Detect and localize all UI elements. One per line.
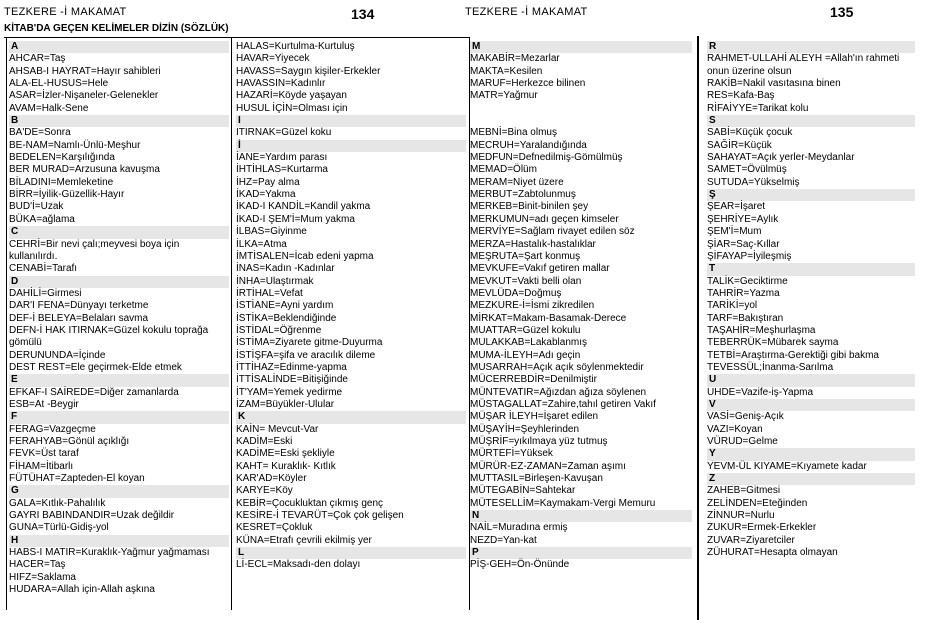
glossary-entry: İLBAS=Giyinme [236,226,307,238]
index-title: KİTAB'DA GEÇEN KELİMELER DİZİN (SÖZLÜK) [4,23,229,34]
glossary-entry: PİŞ-GEH=Ön-Önünde [470,559,570,571]
glossary-entry: DEST REST=Ele geçirmek-Elde etmek [9,361,182,373]
section-letter: N [470,510,692,522]
glossary-entry: MEVKUFE=Vakıf getiren mallar [470,263,610,275]
glossary-entry: HAZARİ=Köyde yaşayan [236,90,347,102]
glossary-entry: FİHAM=İtibarlı [9,460,74,472]
blank-line [470,115,692,127]
blank-line [470,103,692,115]
glossary-entry: GUNA=Türlü-Gidiş-yol [9,522,109,534]
glossary-entry: TAHRİR=Yazma [707,287,780,299]
right-page-column-divider [697,36,699,620]
glossary-entry: HIFZ=Saklama [9,571,76,583]
glossary-entry: TALİK=Geciktirme [707,275,788,287]
glossary-entry: KARYE=Köy [236,485,293,497]
glossary-entry: VAZI=Koyan [707,423,763,435]
glossary-entry: MERVİYE=Sağlam rivayet edilen söz [470,226,635,238]
glossary-entry: MERBUT=Zabtolunmuş [470,189,576,201]
glossary-entry: MEVKUT=Vakti belli olan [470,275,582,287]
section-letter: Ş [707,189,915,201]
glossary-entry: FERAHYAB=Gönül açıklığı [9,436,130,447]
glossary-entry: İTTİSALİNDE=Bitişiğinde [236,374,348,386]
glossary-entry: İNHA=Ulaştırmak [236,275,314,287]
glossary-entry: BÜKA=ağlama [9,213,75,225]
section-letter: D [9,276,229,288]
glossary-entry: RAKİB=Nakil vasıtasına binen [707,78,841,90]
section-letter: Y [707,448,915,460]
glossary-entry: İKAD-I ŞEM'İ=Mum yakma [236,213,355,225]
glossary-entry: GALA=Kıtlık-Pahalılık [9,497,106,509]
glossary-entry: DAHİLİ=Girmesi [9,287,82,299]
glossary-entry: MERAM=Niyet üzere [470,176,564,188]
glossary-entry: ZUKUR=Ermek-Erkekler [707,522,817,534]
glossary-entry: ŞEM'İ=Mum [707,226,762,238]
glossary-entry: MEZKURE-İ=İsmi zikredilen [470,300,595,312]
glossary-entry: İMTİSALEN=İcab edeni yapma [236,250,374,262]
glossary-entry: İTTİHAZ=Edinme-yapma [236,361,347,373]
glossary-entry: MÜŞRİF=yıkılmaya yüz tutmuş [470,436,608,447]
glossary-entry: BER MURAD=Arzusuna kavuşma [9,164,160,176]
glossary-entry: HUSUL İÇİN=Olması için [236,102,348,114]
glossary-entry: MUSARRAH=Açık açık söylenmektedir [470,361,644,373]
glossary-entry: MÜSTAGALLAT=Zahire,tahıl getiren Vakıf [470,398,656,410]
glossary-entry: İSTİŞFA=şifa ve aracılık dileme [236,349,376,361]
glossary-entry: BEDELEN=Karşılığında [9,152,115,164]
glossary-entry: MÜTESELLİM=Kaymakam-Vergi Memuru [470,497,656,509]
glossary-entry: HUDARA=Allah için-Allah aşkına [9,584,155,596]
right-page-column-2 [707,41,915,559]
glossary-entry: ŞEHRİYE=Aylık [707,213,779,225]
glossary-entry: FEVK=Üst taraf [9,448,79,460]
glossary-entry: İLKA=Atma [236,238,287,250]
glossary-entry: HAVASSIN=Kadınlır [236,78,326,90]
glossary-entry: KÜNA=Etrafı çevrili ekilmiş yer [236,534,372,546]
glossary-entry: SAHAYAT=Açık yerler-Meydanlar [707,152,855,164]
glossary-entry: MECRUH=Yaralandığında [470,139,587,151]
right-page-number: 135 [830,4,854,20]
glossary-entry: ZİNNUR=Nurlu [707,510,775,522]
glossary-entry: BİRR=İyilik-Güzellik-Hayır [9,189,125,201]
section-letter: A [9,41,229,53]
glossary-entry: HAVASS=Saygın kişiler-Erkekler [236,65,381,77]
glossary-entry: KESRET=Çokluk [236,522,313,534]
glossary-entry: TAŞAHİR=Meşhurlaşma [707,324,816,336]
glossary-entry: MAKABİR=Mezarlar [470,53,560,65]
glossary-entry: DAR'I FENA=Dünyayı terketme [9,300,149,312]
glossary-entry: MEBNİ=Bina olmuş [470,127,557,139]
glossary-entry: ZÜHURAT=Hesapta olmayan [707,547,838,559]
glossary-entry: KESİRE-İ TEVARÜT=Çok çok gelişen [236,510,404,522]
glossary-entry: DEFN-İ HAK ITIRNAK=Güzel kokulu toprağa gömülü [9,324,209,349]
glossary-entry: KAHT= Kuraklık- Kıtlık [236,460,336,472]
glossary-entry: KADİM=Eski [236,436,293,447]
glossary-entry: BA'DE=Sonra [9,127,71,139]
glossary-entry: İSTİMA=Ziyarete gitme-Duyurma [236,337,383,349]
glossary-entry: İSTİANE=Ayni yardım [236,300,334,312]
left-page-column-1 [9,41,229,596]
glossary-entry: MERKEB=Binit-binilen şey [470,201,589,213]
left-page-border [6,38,7,610]
glossary-entry: MEDFUN=Defnedilmiş-Gömülmüş [470,152,623,164]
glossary-entry: İHZ=Pay alma [236,176,300,188]
section-letter: F [9,411,229,423]
glossary-entry: SAĞİR=Küçük [707,139,772,151]
glossary-entry: İHTİHLAS=Kurtarma [236,164,328,176]
glossary-entry: ŞİAR=Saç-Kıllar [707,238,780,250]
glossary-entry: DEF-İ BELEYA=Belaları savma [9,312,149,324]
glossary-entry: MÜTEGABİN=Sahtekar [470,485,576,497]
right-page-header: TEZKERE -İ MAKAMAT [465,6,588,18]
section-letter: G [9,485,229,497]
glossary-entry: HAVAR=Yiyecek [236,53,310,65]
glossary-entry: İSTİDAL=Öğrenme [236,324,322,336]
glossary-entry: İANE=Yardım parası [236,152,328,164]
glossary-entry: İT'YAM=Yemek yedirme [236,386,343,398]
section-letter: V [707,399,915,411]
glossary-entry: TARİKİ=yol [707,300,758,312]
glossary-entry: NEZD=Yan-kat [470,534,537,546]
right-page-column-1 [470,41,692,572]
glossary-entry: NAİL=Muradına ermiş [470,522,568,534]
glossary-entry: SABİ=Küçük çocuk [707,127,793,139]
section-letter: T [707,263,915,275]
left-page-column-2 [236,41,466,572]
glossary-entry: İRTİHAL=Vefat [236,287,303,299]
glossary-entry: KADİME=Eski şekliyle [236,448,335,460]
glossary-entry: ŞİFAYAP=İyileşmiş [707,250,792,262]
glossary-entry: EFKAF-I SAİREDE=Diğer zamanlarda [9,386,179,398]
glossary-entry: İKAD-I KANDİL=Kandil yakma [236,201,371,213]
glossary-entry: İZAM=Büyükler-Ulular [236,398,335,410]
glossary-entry: ZAHEB=Gitmesi [707,485,781,497]
glossary-entry: ESB=At -Beygir [9,398,79,410]
glossary-entry: VASİ=Geniş-Açık [707,411,784,423]
glossary-entry: UHDE=Vazife-iş-Yapma [707,386,814,398]
glossary-entry: MEVLÜDA=Doğmuş [470,287,562,299]
glossary-entry: KEBİR=Çocukluktan çıkmış genç [236,497,384,509]
glossary-entry: GAYRI BABINDANDIR=Uzak değildir [9,510,175,522]
section-letter: I [236,115,466,127]
glossary-entry: MÜNTEVATIR=Ağızdan ağıza söylenen [470,386,647,398]
glossary-entry: ŞEAR=İşaret [707,201,766,213]
glossary-entry: BE-NAM=Namlı-Ünlü-Meşhur [9,139,141,151]
left-page-header: TEZKERE -İ MAKAMAT [4,6,127,18]
section-letter: İ [236,140,466,152]
glossary-entry: BİLADINI=Memleketine [9,176,114,188]
section-letter: P [470,547,692,559]
glossary-entry: KAİN= Mevcut-Var [236,423,319,435]
left-page-number: 134 [351,6,375,22]
glossary-entry: RES=Kafa-Baş [707,90,775,102]
glossary-entry: VÜRUD=Gelme [707,436,778,447]
left-page-column-divider [231,38,232,610]
section-letter: H [9,535,229,547]
glossary-entry: TARF=Bakıştıran [707,312,784,324]
glossary-entry: FERAG=Vazgeçme [9,423,96,435]
glossary-entry: SAMET=Övülmüş [707,164,787,176]
glossary-entry: TEBERRÜK=Mübarek sayma [707,337,839,349]
glossary-entry: CEHRİ=Bir nevi çalı;meyvesi boya için kullanılırdı. [9,238,180,262]
glossary-entry: YEVM-ÜL KIYAME=Kıyamete kadar [707,460,867,472]
glossary-entry: MERZA=Hastalık-hastalıklar [470,238,596,250]
glossary-entry: MARUF=Herkezce bilinen [470,78,586,90]
glossary-entry: ZELİNDEN=Eteğinden [707,497,808,509]
glossary-entry: MÜŞAYİH=Şeyhlerinden [470,423,580,435]
section-letter: B [9,115,229,127]
glossary-entry: İNAS=Kadın -Kadınlar [236,263,335,275]
section-letter: K [236,411,466,423]
glossary-entry: ASAR=İzler-Nişaneler-Gelenekler [9,90,159,102]
section-letter: Z [707,473,915,485]
glossary-entry: RİFAİYYE=Tarikat kolu [707,102,809,114]
glossary-entry: ZUVAR=Ziyaretciler [707,534,795,546]
glossary-entry: MÜRÜR-EZ-ZAMAN=Zaman aşımı [470,460,626,472]
glossary-entry: AHCAR=Taş [9,53,66,65]
glossary-entry: AVAM=Halk-Sene [9,102,89,114]
glossary-entry: MEŞRUTA=Şart konmuş [470,250,581,262]
glossary-entry: ALA-EL-HUSUS=Hele [9,78,109,90]
glossary-entry: MUATTAR=Güzel kokulu [470,324,581,336]
section-letter: R [707,41,915,53]
section-letter: L [236,547,466,559]
glossary-entry: MAKTA=Kesilen [470,65,543,77]
glossary-entry: İSTİKA=Beklendiğinde [236,312,337,324]
glossary-entry: HALAS=Kurtulma-Kurtuluş [236,41,355,52]
glossary-entry: MERKUMUN=adı geçen kimseler [470,213,619,225]
glossary-entry: SUTUDA=Yükselmiş [707,176,800,188]
glossary-entry: TETBİ=Araştırma-Gerektiği gibi bakma [707,349,879,361]
glossary-entry: AHSAB-I HAYRAT=Hayır sahibleri [9,65,161,77]
glossary-entry: Lİ-ECL=Maksadı-den dolayı [236,559,361,571]
glossary-entry: MÜRTEFİ=Yüksek [470,448,553,460]
glossary-entry: FÜTÜHAT=Zapteden-El koyan [9,473,145,485]
title-rule [4,37,470,38]
glossary-entry: TEVESSÜL;İnanma-Sarılma [707,361,834,373]
glossary-entry: MEMAD=Ölüm [470,164,537,176]
section-letter: U [707,374,915,386]
section-letter: M [470,41,692,53]
glossary-entry: KAR'AD=Köyler [236,473,307,485]
glossary-entry: MÜCERREBDİR=Denilmiştir [470,374,597,386]
section-letter: S [707,115,915,127]
glossary-entry: CENABİ=Tarafı [9,263,78,275]
glossary-entry: MATR=Yağmur [470,90,538,102]
glossary-entry: MİRKAT=Makam-Basamak-Derece [470,312,627,324]
glossary-entry: MÜŞAR İLEYH=İşaret edilen [470,411,599,423]
section-letter: E [9,374,229,386]
glossary-entry: İKAD=Yakma [236,189,296,201]
glossary-entry: MULAKKAB=Lakablanmış [470,337,588,349]
glossary-entry: MUTTASIL=Birleşen-Kavuşan [470,473,603,485]
glossary-entry: HACER=Taş [9,559,66,571]
glossary-entry: MUMA-İLEYH=Adı geçin [470,349,581,361]
section-letter: C [9,226,229,238]
glossary-entry: HABS-I MATIR=Kuraklık-Yağmur yağmaması [9,547,210,559]
glossary-entry: RAHMET-ULLAHİ ALEYH =Allah'ın rahmeti onun üzerine olsun [707,53,900,77]
glossary-entry: DERUNUNDA=İçinde [9,349,106,361]
glossary-entry: ITIRNAK=Güzel koku [236,127,332,139]
glossary-entry: BUD'İ=Uzak [9,201,64,213]
